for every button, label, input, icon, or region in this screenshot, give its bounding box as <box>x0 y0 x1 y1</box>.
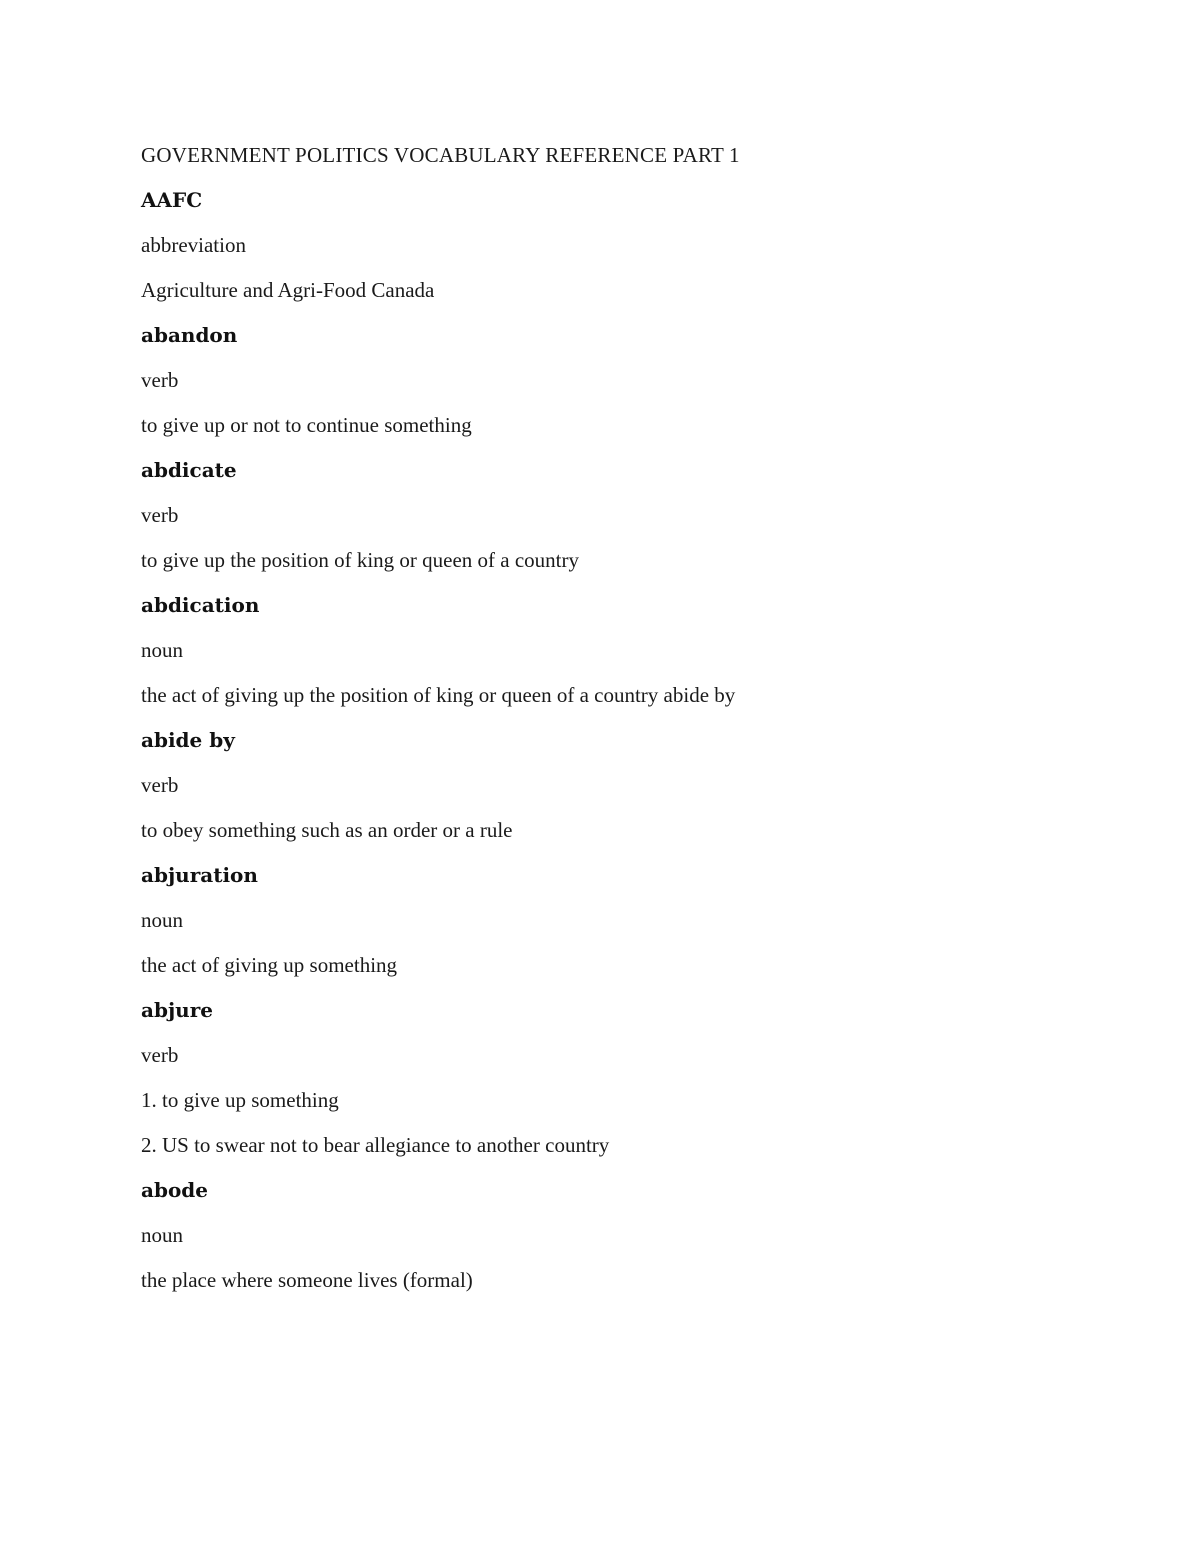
entry-part-of-speech: verb <box>141 503 179 527</box>
entry-term: AAFC <box>141 188 203 212</box>
entry-part-of-speech: noun <box>141 1223 183 1247</box>
entry-definition: to give up the position of king or queen of a country <box>141 548 579 572</box>
entry-part-of-speech: verb <box>141 773 179 797</box>
entry-definition: to obey something such as an order or a rule <box>141 818 513 842</box>
entry-term: abjure <box>141 998 213 1022</box>
entry-definition: 1. to give up something <box>141 1088 339 1112</box>
entry-definition: 2. US to swear not to bear allegiance to another country <box>141 1133 610 1157</box>
document-body <box>141 141 1101 1311</box>
entry-definition: Agriculture and Agri-Food Canada <box>141 278 435 302</box>
entry-definition: the act of giving up something <box>141 953 398 977</box>
entry-term: abandon <box>141 323 238 347</box>
entry-part-of-speech: verb <box>141 1043 179 1067</box>
entry-term: abdication <box>141 593 260 617</box>
entry-definition: the act of giving up the position of king or queen of a country abide by <box>141 683 736 707</box>
entry-definition: to give up or not to continue something <box>141 413 472 437</box>
entry-definition: the place where someone lives (formal) <box>141 1268 473 1292</box>
entry-term: abide by <box>141 728 235 752</box>
entry-term: abjuration <box>141 863 258 887</box>
entry-term: abode <box>141 1178 208 1202</box>
entry-term: abdicate <box>141 458 237 482</box>
entry-part-of-speech: noun <box>141 908 183 932</box>
document-title: GOVERNMENT POLITICS VOCABULARY REFERENCE PART 1 <box>141 143 740 167</box>
entry-part-of-speech: verb <box>141 368 179 392</box>
entry-part-of-speech: noun <box>141 638 183 662</box>
entry-part-of-speech: abbreviation <box>141 233 246 257</box>
